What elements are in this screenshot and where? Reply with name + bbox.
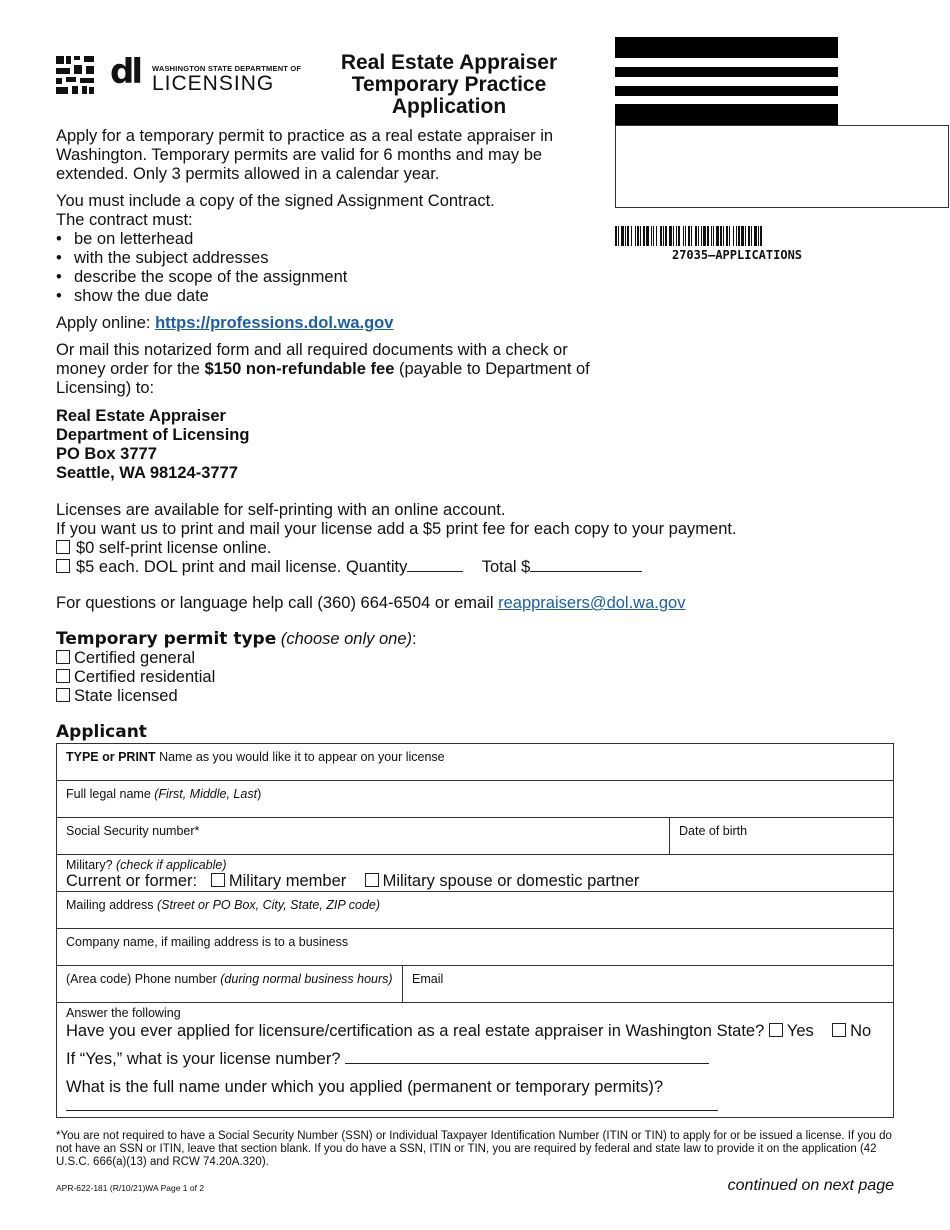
agency-large: LICENSING bbox=[152, 72, 275, 95]
military-field: Military? (check if applicable) Current or former: Military member Military spouse or domestic partner bbox=[57, 855, 894, 892]
license-number-field[interactable] bbox=[345, 1063, 709, 1064]
military-member-checkbox[interactable] bbox=[211, 873, 225, 887]
bullet-item: • with the subject addresses bbox=[56, 249, 269, 267]
quantity-field[interactable] bbox=[407, 571, 463, 572]
bullet-item: • describe the scope of the assignment bbox=[56, 268, 348, 286]
office-use-box bbox=[615, 125, 949, 208]
dob-field[interactable]: Date of birth bbox=[670, 818, 894, 855]
phone-field[interactable]: (Area code) Phone number (during normal business hours) bbox=[57, 966, 403, 1003]
license-name-field[interactable]: TYPE or PRINT Name as you would like it to appear on your license bbox=[57, 744, 894, 781]
contract-requirements bbox=[56, 192, 596, 306]
ssn-field[interactable]: Social Security number* bbox=[57, 818, 670, 855]
apply-online-link[interactable]: https://professions.dol.wa.gov bbox=[155, 314, 394, 332]
yes-checkbox[interactable] bbox=[769, 1023, 783, 1037]
continued-note: continued on next page bbox=[727, 1177, 894, 1194]
contract-line-2: The contract must: bbox=[56, 211, 193, 229]
qr-code-icon bbox=[56, 56, 94, 94]
fee-text: $150 non-refundable fee bbox=[204, 360, 395, 378]
bullet-item: • show the due date bbox=[56, 287, 209, 305]
military-spouse-checkbox[interactable] bbox=[365, 873, 379, 887]
logo-letters: dl bbox=[110, 52, 140, 92]
mailing-address bbox=[56, 407, 249, 483]
address-line: PO Box 3777 bbox=[56, 445, 157, 463]
print-line-1: Licenses are available for self-printing with an online account. bbox=[56, 501, 506, 519]
permit-checkbox[interactable] bbox=[56, 688, 70, 702]
black-bar-4 bbox=[615, 104, 838, 126]
apply-online bbox=[56, 314, 596, 333]
permit-type-section bbox=[56, 630, 417, 706]
barcode-icon bbox=[615, 226, 889, 246]
black-bar-2 bbox=[615, 67, 838, 77]
no-checkbox[interactable] bbox=[832, 1023, 846, 1037]
self-print-option[interactable]: $0 self-print license online. bbox=[56, 539, 936, 558]
form-title bbox=[310, 52, 588, 118]
intro-paragraph: Apply for a temporary permit to practice as a real estate appraiser in Washington. Temporary permits are valid for 6 months and may be extended. Only 3 permits allowed in a calendar year. bbox=[56, 127, 554, 183]
mail-text-end: (payable to Department of Licensing) to: bbox=[56, 360, 590, 397]
black-bar-3 bbox=[615, 86, 838, 96]
black-bar-1 bbox=[615, 37, 838, 58]
applicant-table bbox=[56, 743, 894, 1118]
apply-online-label: Apply online: bbox=[56, 314, 156, 332]
mailing-address-field[interactable]: Mailing address (Street or PO Box, City, State, ZIP code) bbox=[57, 892, 894, 929]
bullet-item: • be on letterhead bbox=[56, 230, 194, 248]
mail-instructions bbox=[56, 341, 601, 398]
help-line bbox=[56, 594, 936, 613]
mail-print-checkbox[interactable] bbox=[56, 559, 70, 573]
applicant-heading: Applicant bbox=[56, 722, 147, 742]
title-line-3: Application bbox=[391, 95, 507, 118]
permit-option-state-licensed[interactable]: State licensed bbox=[56, 687, 417, 706]
address-line: Seattle, WA 98124-3777 bbox=[56, 464, 238, 482]
title-line-1: Real Estate Appraiser bbox=[340, 51, 558, 74]
permit-option-certified-general[interactable]: Certified general bbox=[56, 649, 417, 668]
mail-print-option[interactable]: $5 each. DOL print and mail license. Quantity Total $ bbox=[56, 558, 936, 577]
prior-application-section: Answer the following Have you ever applied for licensure/certification as a real estate appraiser in Washington State? Yes No If “Yes,” what is your license number? What is the full name under which you applied (permanent or temporary permits)? bbox=[57, 1003, 894, 1118]
company-name-field[interactable]: Company name, if mailing address is to a business bbox=[57, 929, 894, 966]
total-label: Total $ bbox=[481, 558, 531, 576]
dol-logo bbox=[110, 52, 302, 95]
self-print-checkbox[interactable] bbox=[56, 540, 70, 554]
barcode-label: 27035–APPLICATIONS bbox=[671, 248, 803, 262]
email-field[interactable]: Email bbox=[403, 966, 894, 1003]
footnote: *You are not required to have a Social Security Number (SSN) or Individual Taxpayer Identification Number (ITIN or TIN) to apply for or be issued a license. If you do not have an SSN or ITIN, leave that section blank. If you do have a SSN, ITIN or TIN, you are required by federal and state law to provide it on the application (42 U.S.C. 666(a)(13) and RCW 74.20A.320). bbox=[56, 1130, 892, 1168]
permit-checkbox[interactable] bbox=[56, 669, 70, 683]
agency-small: WASHINGTON STATE DEPARTMENT OF bbox=[152, 64, 302, 73]
mail-text: Or mail this notarized form and all required documents with a check or money order for the bbox=[56, 341, 568, 378]
print-options bbox=[56, 501, 936, 577]
applied-name-field[interactable] bbox=[66, 1110, 718, 1111]
total-field[interactable] bbox=[530, 571, 642, 572]
address-line: Department of Licensing bbox=[56, 426, 250, 444]
address-line: Real Estate Appraiser bbox=[56, 407, 226, 425]
title-line-2: Temporary Practice bbox=[351, 73, 547, 96]
help-text: For questions or language help call (360) 664-6504 or email bbox=[56, 594, 499, 612]
contract-line-1: You must include a copy of the signed Assignment Contract. bbox=[56, 192, 495, 210]
help-email-link[interactable]: reappraisers@dol.wa.gov bbox=[498, 594, 686, 612]
print-line-2: If you want us to print and mail your license add a $5 print fee for each copy to your payment. bbox=[56, 520, 737, 538]
permit-checkbox[interactable] bbox=[56, 650, 70, 664]
legal-name-field[interactable]: Full legal name (First, Middle, Last) bbox=[57, 781, 894, 818]
permit-type-heading: Temporary permit type (choose only one): bbox=[56, 629, 417, 649]
permit-option-certified-residential[interactable]: Certified residential bbox=[56, 668, 417, 687]
form-id: APR-622-181 (R/10/21)WA Page 1 of 2 bbox=[56, 1183, 205, 1193]
